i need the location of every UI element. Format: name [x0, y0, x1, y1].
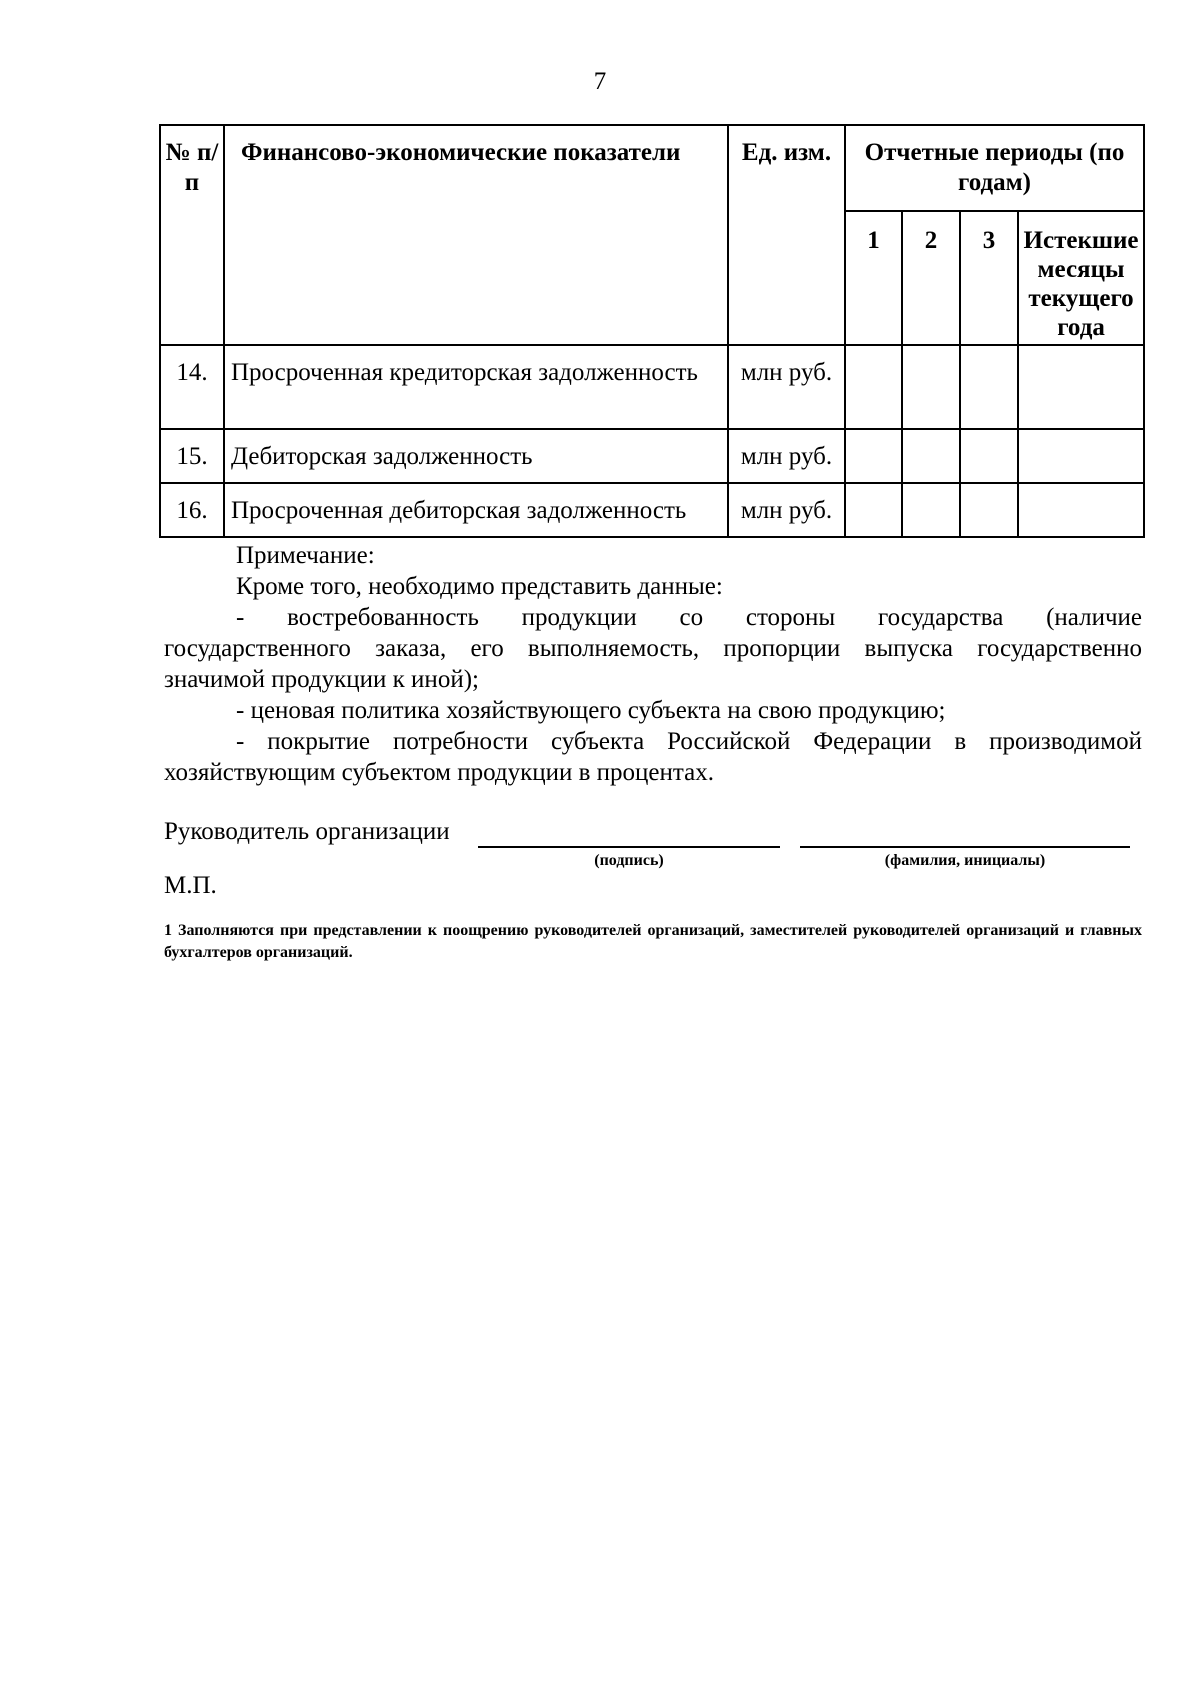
row-unit: млн руб. [728, 429, 845, 483]
stamp-place: М.П. [164, 872, 217, 899]
notes-item-3-line-1: - покрытие потребности субъекта Российской Федерации в производимой [236, 728, 1142, 755]
signature-caption: (подпись) [594, 852, 664, 869]
row-period-1-value [845, 483, 902, 537]
header-months: Истекшие месяцы текущего года [1018, 211, 1144, 345]
row-indicator: Просроченная кредиторская задолженность [224, 345, 728, 429]
row-months-value [1018, 483, 1144, 537]
notes-item-3-line-2: хозяйствующим субъектом продукции в процентах. [164, 759, 714, 786]
notes-item-2: - ценовая политика хозяйствующего субъекта на свою продукцию; [236, 697, 946, 724]
row-period-3-value [960, 429, 1018, 483]
table-row [160, 345, 1144, 429]
header-num: № п/п [160, 125, 224, 345]
page-number: 7 [593, 68, 607, 95]
footnote: 1 Заполняются при представлении к поощрению руководителей организаций, заместителей руководителей организаций и главных бухгалтеров организаций. [164, 922, 1142, 961]
notes-title: Примечание: [236, 542, 375, 569]
row-period-3-value [960, 483, 1018, 537]
notes-section [164, 540, 1142, 788]
notes-intro: Кроме того, необходимо представить данные: [236, 573, 723, 600]
notes-item-1-line-3: значимой продукции к иной); [164, 666, 479, 693]
row-indicator: Просроченная дебиторская задолженность [224, 483, 728, 537]
row-indicator: Дебиторская задолженность [224, 429, 728, 483]
notes-item-1-line-2: государственного заказа, его выполняемость, пропорции выпуска государственно [164, 635, 1142, 662]
row-unit: млн руб. [728, 483, 845, 537]
row-num: 15. [160, 429, 224, 483]
row-period-1-value [845, 429, 902, 483]
row-period-1-value [845, 345, 902, 429]
header-period-2: 2 [902, 211, 960, 345]
row-num: 16. [160, 483, 224, 537]
header-unit: Ед. изм. [728, 125, 845, 345]
row-months-value [1018, 429, 1144, 483]
name-caption: (фамилия, инициалы) [884, 852, 1046, 869]
row-months-value [1018, 345, 1144, 429]
row-period-2-value [902, 429, 960, 483]
signature-label: Руководитель организации [164, 818, 450, 845]
table-row [160, 429, 1144, 483]
header-indicators: Финансово-экономические показатели [224, 125, 728, 345]
name-line [800, 846, 1130, 848]
row-unit: млн руб. [728, 345, 845, 429]
signature-line [478, 846, 780, 848]
indicators-table [159, 124, 1145, 538]
row-period-2-value [902, 345, 960, 429]
row-period-3-value [960, 345, 1018, 429]
table-header-row [160, 125, 1144, 211]
header-period-1: 1 [845, 211, 902, 345]
header-period-3: 3 [960, 211, 1018, 345]
header-periods: Отчетные периоды (по годам) [845, 125, 1144, 211]
table-row [160, 483, 1144, 537]
row-num: 14. [160, 345, 224, 429]
notes-item-1-line-1: - востребованность продукции со стороны государства (наличие [236, 604, 1142, 631]
row-period-2-value [902, 483, 960, 537]
